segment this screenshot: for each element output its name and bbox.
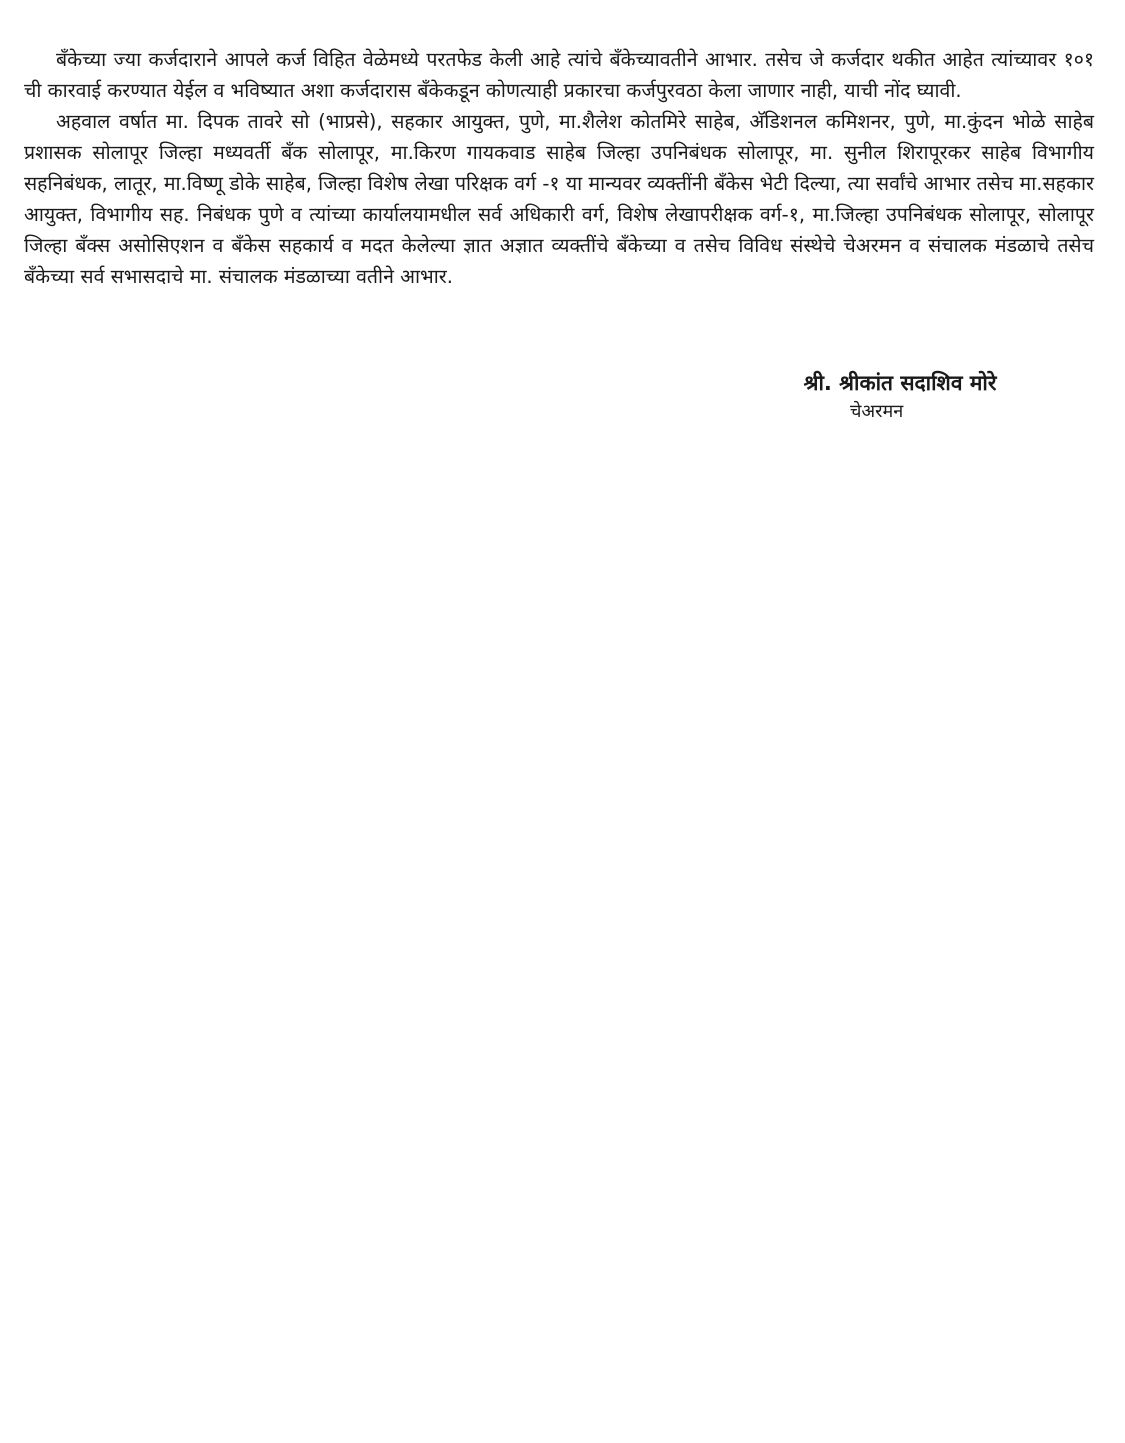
signatory-name: श्री. श्रीकांत सदाशिव मोरे [803,371,997,395]
paragraph-borrowers-thanks: बँकेच्या ज्या कर्जदाराने आपले कर्ज विहित वेळेमध्ये परतफेड केली आहे त्यांचे बँकेच्यावतीने आभार. तसेच जे कर्जदार थकीत आहेत त्यांच्यावर १०१ ची कारवाई करण्यात येईल व भविष्यात अशा कर्जदारास बँकेकडून कोणत्याही प्रकारचा कर्जपुरवठा केला जाणार नाही, याची नोंद घ्यावी. [24,48,1094,102]
document-body [24,44,1094,292]
signature-block [760,368,1040,426]
signatory-title: चेअरमन [850,401,904,422]
paragraph-dignitaries-thanks: अहवाल वर्षात मा. दिपक तावरे सो (भाप्रसे), सहकार आयुक्त, पुणे, मा.शैलेश कोतमिरे साहेब, अ‍ॅडिशनल कमिशनर, पुणे, मा.कुंदन भोळे साहेब प्रशासक सोलापूर जिल्हा मध्यवर्ती बँक सोलापूर, मा.किरण गायकवाड साहेब जिल्हा उपनिबंधक सोलापूर, मा. सुनील शिरापूरकर साहेब विभागीय सहनिबंधक, लातूर, मा.विष्णू डोके साहेब, जिल्हा विशेष लेखा परिक्षक वर्ग -१ या मान्यवर व्यक्तींनी बँकेस भेटी दिल्या, त्या सर्वांचे आभार तसेच मा.सहकार आयुक्त, विभागीय सह. निबंधक पुणे व त्यांच्या कार्यालयामधील सर्व अधिकारी वर्ग, विशेष लेखापरीक्षक वर्ग-१, मा.जिल्हा उपनिबंधक सोलापूर, सोलापूर जिल्हा बँक्स असोसिएशन व बँकेस सहकार्य व मदत केलेल्या ज्ञात अज्ञात व्यक्तींचे बँकेच्या व तसेच विविध संस्थेचे चेअरमन व संचालक मंडळाचे तसेच बँकेच्या सर्व सभासदाचे मा. संचालक मंडळाच्या वतीने आभार. [24,110,1094,288]
